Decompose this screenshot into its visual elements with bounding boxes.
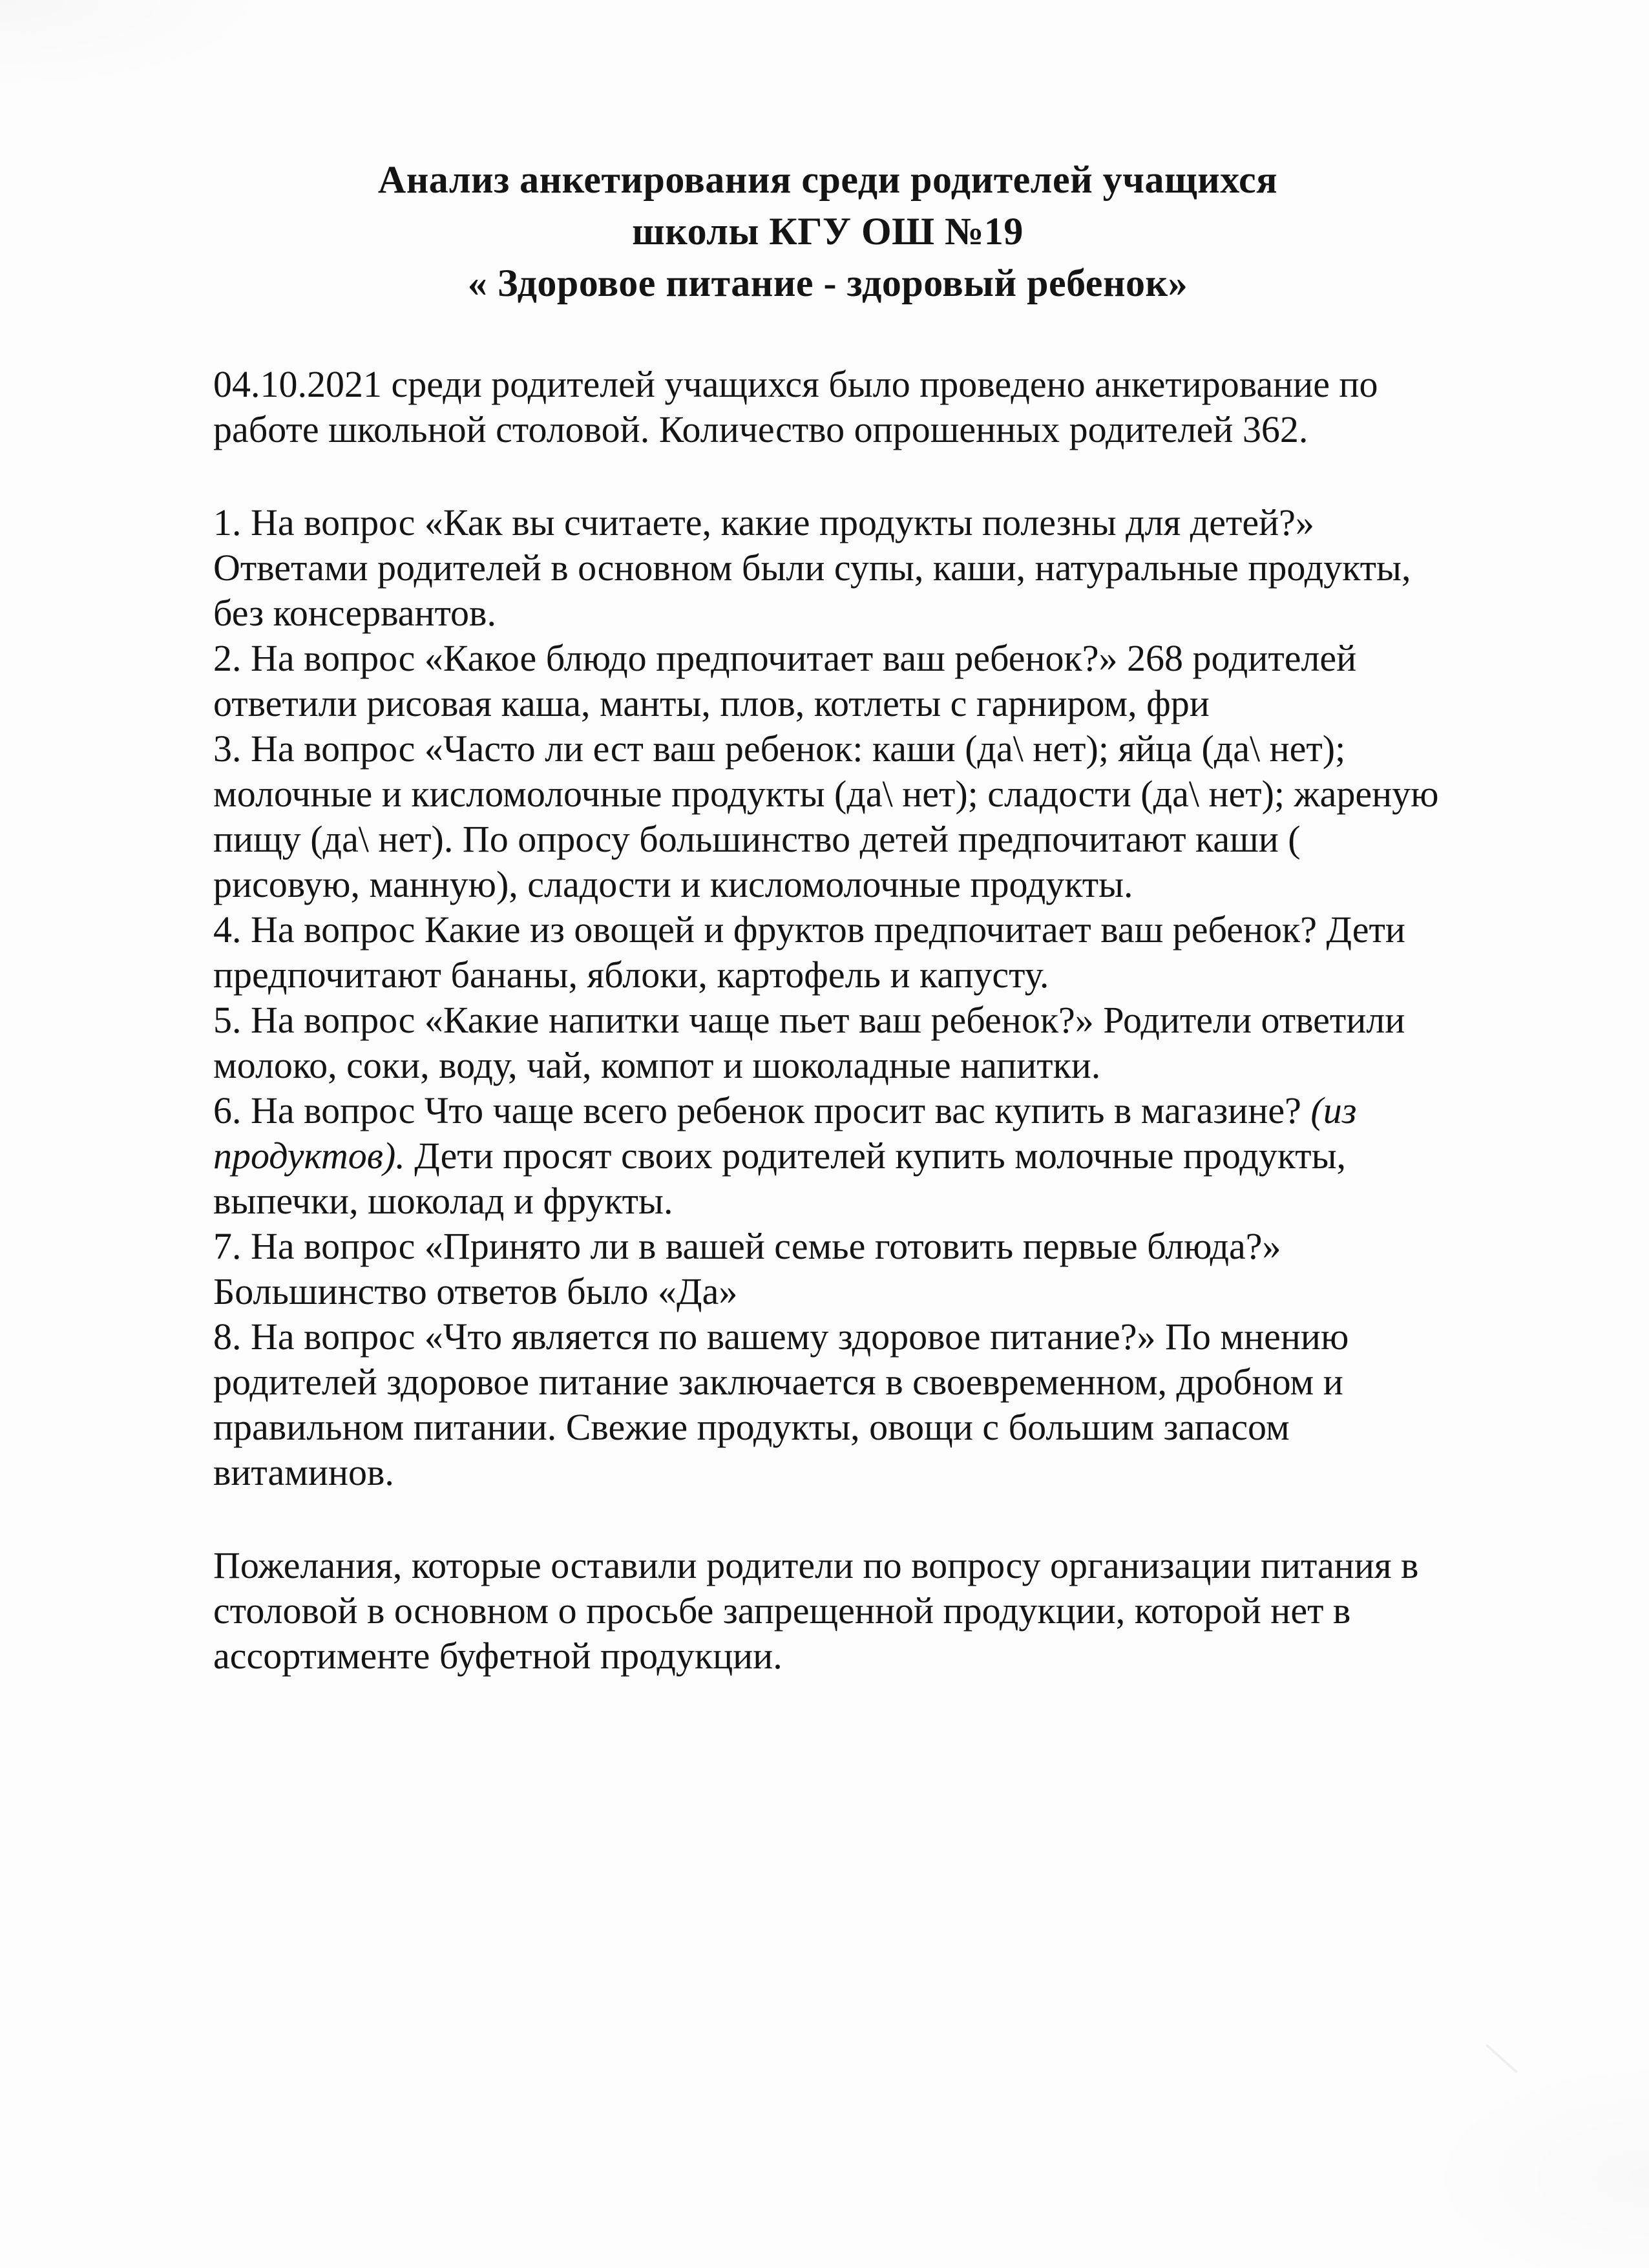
survey-item-2-text: 2. На вопрос «Какое блюдо предпочитает ваш ребенок?» 268 родителей ответили рисовая каша, манты, плов, котлеты с гарниром, фри: [213, 637, 1357, 724]
document-title: [213, 154, 1442, 309]
survey-item-6-text-italic: (из продуктов).: [213, 1089, 1357, 1177]
title-line-1: Анализ анкетирования среди родителей учащихся: [377, 158, 1278, 201]
closing-paragraph: Пожелания, которые оставили родители по вопросу организации питания в столовой в основном о просьбе запрещенной продукции, которой нет в ассортименте буфетной продукции.: [213, 1544, 1419, 1677]
survey-item-6: [213, 1088, 1442, 1224]
survey-item-3: [213, 726, 1442, 907]
survey-item-1-text: 1. На вопрос «Как вы считаете, какие продукты полезны для детей?» Ответами родителей в основном были супы, каши, натуральные продукты, без консервантов.: [213, 501, 1411, 634]
survey-item-8-text: 8. На вопрос «Что является по вашему здоровое питание?» По мнению родителей здоровое питание заключается в своевременном, дробном и правильном питании. Свежие продукты, овощи с большим запасом витаминов.: [213, 1316, 1349, 1493]
survey-item-5-text: 5. На вопрос «Какие напитки чаще пьет ваш ребенок?» Родители ответили молоко, соки, воду, чай, компот и шоколадные напитки.: [213, 999, 1405, 1086]
survey-item-6-text-tail: Дети просят своих родителей купить молочные продукты, выпечки, шоколад и фрукты.: [213, 1135, 1347, 1222]
survey-item-2: [213, 636, 1442, 726]
survey-item-1: [213, 500, 1442, 636]
scan-artifact: [1486, 2044, 1518, 2074]
intro-paragraph: 04.10.2021 среди родителей учащихся было проведено анкетирование по работе школьной столовой. Количество опрошенных родителей 362.: [213, 363, 1378, 450]
survey-item-3-text: 3. На вопрос «Часто ли ест ваш ребенок: каши (да\ нет); яйца (да\ нет); молочные и кисломолочные продукты (да\ нет); сладости (да\ нет); жареную пищу (да\ нет). По опросу большинство детей предпочитают каши ( рисовую, манную), сладости и кисломолочные продукты.: [213, 728, 1439, 905]
survey-item-5: [213, 998, 1442, 1088]
survey-items: [213, 500, 1442, 1495]
survey-item-7: [213, 1224, 1442, 1314]
document-content: [213, 154, 1442, 1679]
survey-item-4-text: 4. На вопрос Какие из овощей и фруктов предпочитает ваш ребенок? Дети предпочитают бананы, яблоки, картофель и капусту.: [213, 908, 1405, 996]
survey-item-6-text-lead: 6. На вопрос Что чаще всего ребенок просит вас купить в магазине?: [213, 1089, 1311, 1131]
survey-item-7-text: 7. На вопрос «Принято ли в вашей семье готовить первые блюда?» Большинство ответов было «Да»: [213, 1225, 1281, 1312]
title-line-2: школы КГУ ОШ №19: [632, 210, 1024, 253]
survey-item-4: [213, 907, 1442, 998]
survey-item-8: [213, 1314, 1442, 1495]
title-line-3: « Здоровое питание - здоровый ребенок»: [467, 262, 1188, 304]
